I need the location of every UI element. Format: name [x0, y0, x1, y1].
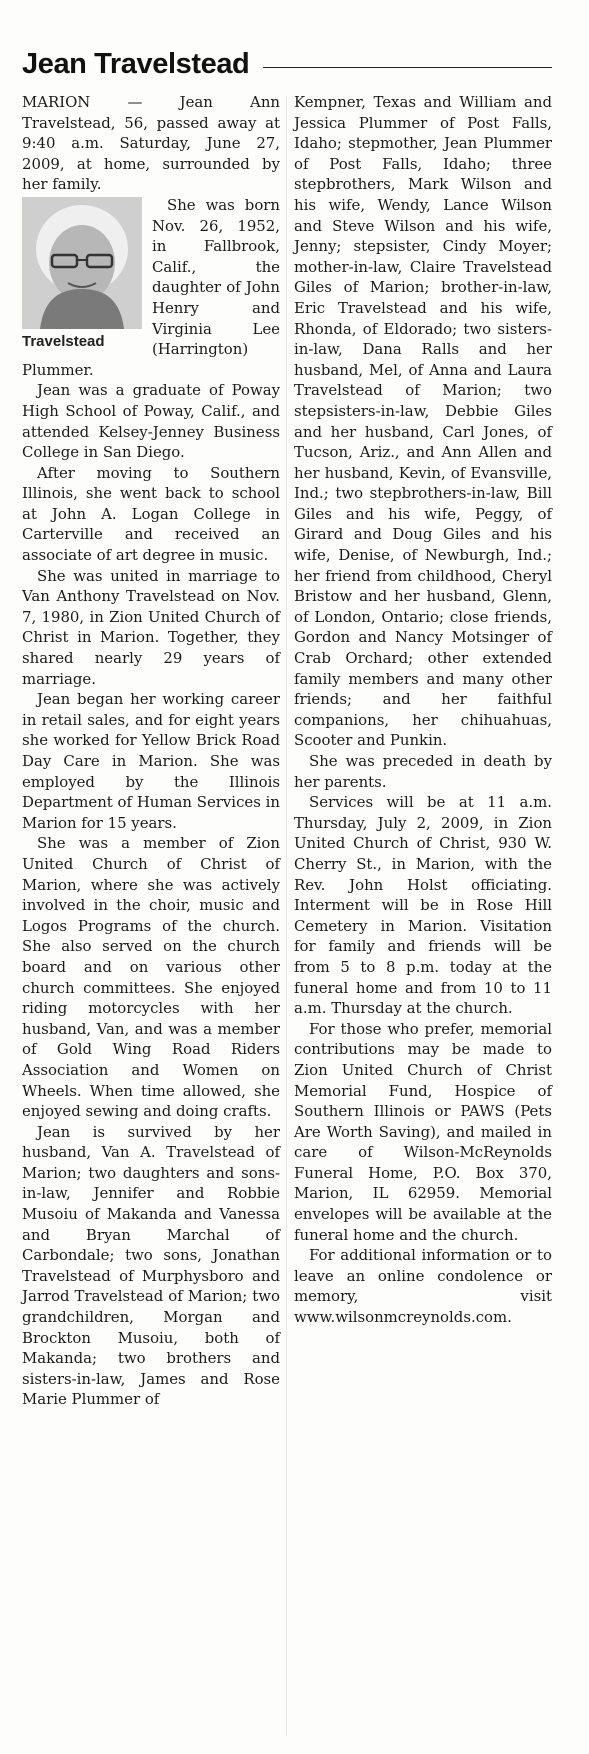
- column-divider: [286, 96, 287, 1736]
- left-paragraph: Jean is survived by her husband, Van A. Travelstead of Marion; two daughters and sons-in-law, Jennifer and Robbie Musoiu of Makanda and Vanessa and Bryan Marchal of Carbondale; two sons, Jonathan Travelstead of Murphysboro and Jarrod Travelstead of Marion; two grandchildren, Morgan and Brockton Musoiu, both of Makanda; two brothers and sisters-in-law, James and Rose Marie Plummer of: [22, 1122, 280, 1409]
- left-paragraph: She was united in marriage to Van Anthony Travelstead on Nov. 7, 1980, in Zion United Church of Christ in Marion. Together, they shared nearly 29 years of marriage.: [22, 566, 280, 688]
- left-column: [22, 92, 280, 1410]
- left-paragraph: Jean began her working career in retail sales, and for eight years she worked for Yellow Brick Road Day Care in Marion. She was employed by the Illinois Department of Human Services in Marion for 15 years.: [22, 690, 280, 832]
- left-paragraph: After moving to Southern Illinois, she went back to school at John A. Logan College in Carterville and received an associate of art degree in music.: [22, 463, 280, 565]
- portrait-photo: [22, 197, 142, 329]
- left-paragraph: MARION — Jean Ann Travelstead, 56, passed away at 9:40 a.m. Saturday, June 27, 2009, at home, surrounded by her family.: [22, 93, 280, 194]
- right-column: [294, 92, 552, 1328]
- portrait-image: [22, 197, 142, 329]
- left-paragraph: She was a member of Zion United Church of Christ of Marion, where she was actively involved in the choir, music and Logos Programs of the church. She also served on the church board and on various other church committees. She enjoyed riding motorcycles with her husband, Van, and was a member of Gold Wing Road Riders Association and Women on Wheels. When time allowed, she enjoyed sewing and doing crafts.: [22, 834, 280, 1121]
- right-paragraph: Services will be at 11 a.m. Thursday, July 2, 2009, in Zion United Church of Christ, 930 W. Cherry St., in Marion, with the Rev. John Holst officiating. Interment will be in Rose Hill Cemetery in Marion. Visitation for family and friends will be from 5 to 8 p.m. today at the funeral home and from 10 to 11 a.m. Thursday at the church.: [294, 793, 552, 1018]
- left-paragraph: Jean was a graduate of Poway High School of Poway, Calif., and attended Kelsey-Jenney Business College in San Diego.: [22, 381, 280, 462]
- photo-box: [22, 197, 142, 351]
- right-paragraph: Kempner, Texas and William and Jessica Plummer of Post Falls, Idaho; stepmother, Jean Plummer of Post Falls, Idaho; three stepbrothers, Mark Wilson and his wife, Wendy, Lance Wilson and Steve Wilson and his wife, Jenny; stepsister, Cindy Moyer; mother-in-law, Claire Travelstead Giles of Marion; brother-in-law, Eric Travelstead and his wife, Rhonda, of Eldorado; two sisters-in-law, Dana Ralls and her husband, Mel, of Anna and Laura Travelstead of Marion; two stepsisters-in-law, Debbie Giles and her husband, Carl Jones, of Tucson, Ariz., and Ann Allen and her husband, Kevin, of Evansville, Ind.; two stepbrothers-in-law, Bill Giles and his wife, Peggy, of Girard and Doug Giles and his wife, Denise, of Newburgh, Ind.; her friend from childhood, Cheryl Bristow and her husband, Glenn, of London, Ontario; close friends, Gordon and Nancy Motsinger of Crab Orchard; other extended family members and many other friends; and her faithful companions, her chihuahuas, Scooter and Punkin.: [294, 93, 552, 750]
- right-paragraph: For those who prefer, memorial contributions may be made to Zion United Church of Christ Memorial Fund, Hospice of Southern Illinois or PAWS (Pets Are Worth Saving), and mailed in care of Wilson-McReynolds Funeral Home, P.O. Box 370, Marion, IL 62959. Memorial envelopes will be available at the funeral home and the church.: [294, 1019, 552, 1244]
- headline-row: [22, 44, 552, 84]
- obituary-headline: Jean Travelstead: [22, 47, 250, 80]
- right-paragraph: She was preceded in death by her parents.: [294, 752, 552, 791]
- right-paragraph: For additional information or to leave an online condolence or memory, visit www.wilsonmcreynolds.com.: [294, 1246, 552, 1327]
- photo-caption: Travelstead: [22, 332, 105, 350]
- headline-rule: [263, 67, 552, 68]
- left-paragraph: She was born Nov. 26, 1952, in Fallbrook, Calif., the daughter of John Henry and Virginia Lee (Harrington) Plummer.: [22, 195, 280, 379]
